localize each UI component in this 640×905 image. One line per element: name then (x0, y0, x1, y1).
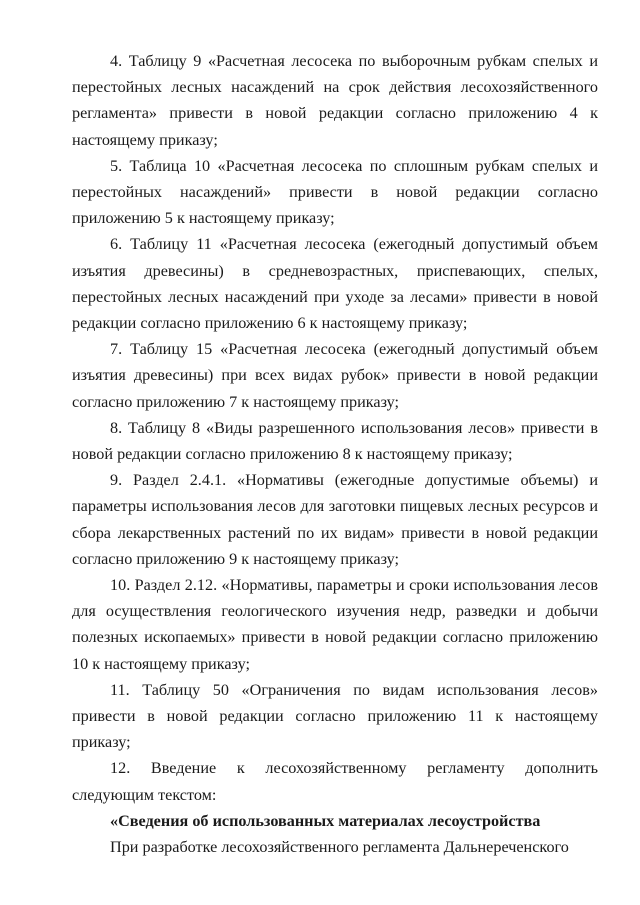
section-heading: «Сведения об использованных материалах лесоустройства (110, 811, 541, 830)
paragraph-item-4: 4. Таблицу 9 «Расчетная лесосека по выборочным рубкам спелых и перестойных лесных насаждений на срок действия лесохозяйственного регламента» привести в новой редакции согласно приложению 4 к настоящему приказу; (72, 52, 598, 149)
paragraph-item-6: 6. Таблицу 11 «Расчетная лесосека (ежегодный допустимый объем изъятия древесины) в средневозрастных, приспевающих, спелых, перестойных лесных насаждений при уходе за лесами» привести в новой редакции согласно приложению 6 к настоящему приказу; (72, 235, 598, 333)
paragraph-item-8: 8. Таблицу 8 «Виды разрешенного использования лесов» привести в новой редакции согласно приложению 8 к настоящему приказу; (72, 418, 598, 464)
paragraph-item-10: 10. Раздел 2.12. «Нормативы, параметры и сроки использования лесов для осуществления геологического изучения недр, разведки и добычи полезных ископаемых» привести в новой редакции согласно приложению 10 к настоящему приказу; (72, 576, 598, 673)
paragraph-item-9: 9. Раздел 2.4.1. «Нормативы (ежегодные допустимые объемы) и параметры использования лесов для заготовки пищевых лесных ресурсов и сбора лекарственных растений по их видам» привести в новой редакции согласно приложению 9 к настоящему приказу; (72, 471, 598, 568)
paragraph-item-5: 5. Таблица 10 «Расчетная лесосека по сплошным рубкам спелых и перестойных насаждений» привести в новой редакции согласно приложению 5 к настоящему приказу; (72, 156, 598, 228)
paragraph-item-11: 11. Таблицу 50 «Ограничения по видам использования лесов» привести в новой редакции согласно приложению 11 к настоящему приказу; (72, 680, 598, 752)
paragraph-continuation: При разработке лесохозяйственного регламента Дальнереченского (110, 838, 569, 857)
paragraph-item-7: 7. Таблицу 15 «Расчетная лесосека (ежегодный допустимый объем изъятия древесины) при всех видах рубок» привести в новой редакции согласно приложению 7 к настоящему приказу; (72, 340, 598, 411)
paragraph-item-12: 12. Введение к лесохозяйственному регламенту дополнить следующим текстом: (72, 759, 598, 804)
